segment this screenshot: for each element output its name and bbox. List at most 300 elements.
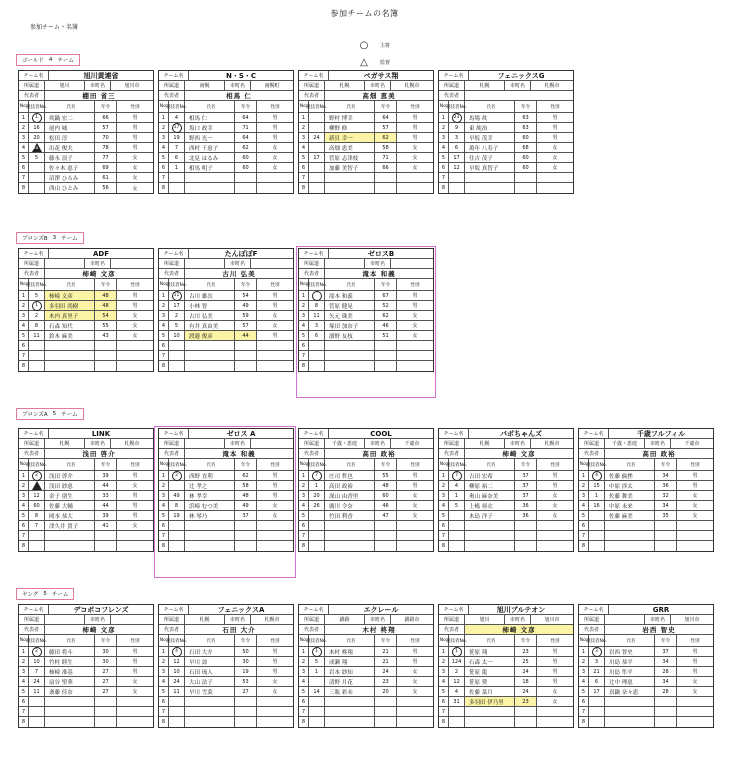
player-row bbox=[299, 667, 433, 677]
player-name: 矢元 珠美 bbox=[325, 311, 375, 320]
legend bbox=[358, 38, 390, 71]
player-no: 2 bbox=[19, 123, 29, 132]
player-age: 78 bbox=[95, 143, 117, 152]
player-number bbox=[169, 647, 185, 656]
section-count: 4 bbox=[48, 57, 53, 63]
team-label: チーム名 bbox=[579, 605, 609, 614]
player-no: 2 bbox=[19, 301, 29, 310]
player-row bbox=[159, 361, 293, 371]
player-row bbox=[19, 647, 153, 657]
player-no: 6 bbox=[439, 697, 449, 706]
player-no: 8 bbox=[19, 183, 29, 193]
player-sex: 女 bbox=[412, 513, 418, 519]
player-name bbox=[605, 697, 655, 706]
city-value: 札幌市 bbox=[544, 83, 560, 89]
player-name bbox=[605, 541, 655, 551]
team-name-row bbox=[579, 429, 713, 439]
player-number: 19 bbox=[169, 133, 185, 142]
player-age: 57 bbox=[375, 123, 397, 132]
player-name: 深山 由香里 bbox=[325, 491, 375, 500]
player-number: 10 bbox=[169, 331, 185, 340]
player-name: 多羽田 尚樹 bbox=[45, 301, 95, 310]
player-number: 5 bbox=[29, 291, 45, 300]
player-number: 6 bbox=[449, 143, 465, 152]
player-number: 24 bbox=[29, 677, 45, 686]
city-value: 南幌町 bbox=[264, 83, 280, 89]
col-sex: 性別 bbox=[550, 104, 560, 110]
player-no: 5 bbox=[579, 511, 589, 520]
player-no: 4 bbox=[159, 501, 169, 510]
player-name bbox=[185, 717, 235, 727]
player-age bbox=[95, 717, 117, 727]
player-number bbox=[29, 697, 45, 706]
player-sex bbox=[397, 541, 433, 551]
player-sex bbox=[257, 183, 293, 193]
player-number bbox=[29, 173, 45, 182]
player-age: 63 bbox=[515, 113, 537, 122]
col-sex: 性別 bbox=[270, 104, 280, 110]
team-name: 旭川黄連省 bbox=[83, 71, 119, 80]
player-name: 辻中 理恵 bbox=[605, 677, 655, 686]
col-age: 年令 bbox=[235, 459, 257, 470]
player-row bbox=[19, 163, 153, 173]
player-number bbox=[29, 183, 45, 193]
player-no: 5 bbox=[159, 153, 169, 162]
player-no: 8 bbox=[19, 361, 29, 371]
player-no: 5 bbox=[299, 511, 309, 520]
player-row bbox=[19, 301, 153, 311]
player-sex: 男 bbox=[552, 483, 558, 489]
team-card bbox=[438, 604, 574, 728]
player-name: 石田 琉人 bbox=[185, 667, 235, 676]
player-row bbox=[579, 521, 713, 531]
player-name bbox=[185, 341, 235, 350]
player-no: 3 bbox=[19, 667, 29, 676]
player-age: 27 bbox=[95, 677, 117, 686]
player-name: 西野 直利 bbox=[185, 471, 235, 480]
player-no: 6 bbox=[19, 697, 29, 706]
player-sex: 女 bbox=[132, 483, 138, 489]
player-age: 24 bbox=[515, 667, 537, 676]
player-number bbox=[449, 707, 465, 716]
rep-row bbox=[579, 449, 713, 459]
player-age bbox=[375, 173, 397, 182]
player-number bbox=[169, 361, 185, 371]
player-name: 大山 法子 bbox=[185, 677, 235, 686]
player-name bbox=[465, 717, 515, 727]
player-no: 5 bbox=[19, 511, 29, 520]
player-age: 30 bbox=[235, 657, 257, 666]
team-name-row bbox=[439, 71, 573, 81]
section-count: 5 bbox=[52, 411, 57, 417]
city-label: 市町名 bbox=[365, 615, 391, 624]
rep-row bbox=[439, 625, 573, 635]
player-row bbox=[19, 677, 153, 687]
legend-captain: ○ 主将 bbox=[358, 38, 390, 55]
city-label: 市町名 bbox=[365, 439, 391, 448]
player-number: 19 bbox=[169, 511, 185, 520]
player-name: 林 孝幸 bbox=[185, 491, 235, 500]
player-sex bbox=[537, 707, 573, 716]
player-sex: 女 bbox=[552, 503, 558, 509]
player-name: 木島 洋子 bbox=[465, 511, 515, 520]
col-num: 競技者No. bbox=[449, 459, 465, 470]
player-age: 49 bbox=[235, 301, 257, 310]
player-name bbox=[605, 707, 655, 716]
player-age bbox=[515, 531, 537, 540]
player-no: 8 bbox=[159, 717, 169, 727]
player-sex bbox=[117, 341, 153, 350]
player-age: 23 bbox=[515, 647, 537, 656]
player-row bbox=[299, 501, 433, 511]
player-sex: 女 bbox=[412, 313, 418, 319]
player-age: 23 bbox=[375, 677, 397, 686]
player-no: 7 bbox=[159, 351, 169, 360]
office-label: 所属道 bbox=[579, 615, 605, 624]
player-sex: 女 bbox=[412, 145, 418, 151]
player-no: 7 bbox=[439, 173, 449, 182]
section-name: ブロンズB bbox=[22, 236, 48, 242]
player-row bbox=[19, 687, 153, 697]
player-sex: 女 bbox=[552, 493, 558, 499]
player-sex: 男 bbox=[132, 125, 138, 131]
player-name: 岩本 紗知 bbox=[325, 667, 375, 676]
player-row bbox=[299, 511, 433, 521]
player-name: 古川 弘美 bbox=[185, 311, 235, 320]
player-number: 14 bbox=[309, 687, 325, 696]
player-row bbox=[19, 123, 153, 133]
player-number: 17 bbox=[589, 687, 605, 696]
player-no: 8 bbox=[159, 541, 169, 551]
col-no: No. bbox=[19, 101, 29, 112]
col-age: 年令 bbox=[375, 279, 397, 290]
city-label: 市町名 bbox=[225, 439, 251, 448]
player-no: 8 bbox=[299, 361, 309, 371]
player-name: 笹原 奨 bbox=[465, 677, 515, 686]
player-name: 滝本 和義 bbox=[325, 291, 375, 300]
player-sex: 男 bbox=[272, 333, 278, 339]
player-no: 1 bbox=[19, 471, 29, 480]
col-sex: 性別 bbox=[690, 638, 700, 644]
team-label: チーム名 bbox=[299, 249, 329, 258]
rep-value: 石田 大介 bbox=[222, 626, 256, 634]
city-value: 旭川市 bbox=[684, 617, 700, 623]
player-sex bbox=[537, 183, 573, 193]
rep-row bbox=[19, 625, 153, 635]
player-no: 7 bbox=[299, 351, 309, 360]
player-number: 5 bbox=[309, 657, 325, 666]
col-name: 氏名 bbox=[45, 635, 95, 646]
team-name-row bbox=[299, 71, 433, 81]
player-number bbox=[449, 717, 465, 727]
player-name bbox=[465, 541, 515, 551]
player-number bbox=[589, 531, 605, 540]
player-age: 53 bbox=[235, 677, 257, 686]
city-value: 釧路市 bbox=[404, 617, 420, 623]
player-age: 37 bbox=[515, 491, 537, 500]
player-no: 3 bbox=[19, 133, 29, 142]
col-age: 年令 bbox=[515, 101, 537, 112]
player-no: 6 bbox=[19, 521, 29, 530]
player-no: 1 bbox=[19, 113, 29, 122]
player-number bbox=[309, 511, 325, 520]
player-name: 岡本 恭大 bbox=[45, 511, 95, 520]
player-number: 12 bbox=[449, 677, 465, 686]
player-no: 8 bbox=[19, 717, 29, 727]
player-sex: 男 bbox=[132, 473, 138, 479]
player-no: 7 bbox=[19, 351, 29, 360]
player-no: 5 bbox=[159, 687, 169, 696]
player-no: 7 bbox=[159, 531, 169, 540]
city-value: 札幌市 bbox=[124, 441, 140, 447]
rep-value: 柿崎 文彦 bbox=[82, 270, 116, 278]
player-number: 11 bbox=[29, 331, 45, 340]
team-name-row bbox=[439, 429, 573, 439]
team-name-row bbox=[19, 249, 153, 259]
rep-label: 代表者 bbox=[439, 91, 465, 100]
player-row bbox=[299, 687, 433, 697]
player-no: 3 bbox=[159, 311, 169, 320]
player-number: 9 bbox=[449, 123, 465, 132]
col-name: 氏名 bbox=[325, 459, 375, 470]
rep-row bbox=[439, 449, 573, 459]
team-label: チーム名 bbox=[159, 605, 189, 614]
player-number: 12 bbox=[169, 657, 185, 666]
player-name: 佐藤 舞美 bbox=[605, 491, 655, 500]
player-age: 64 bbox=[235, 113, 257, 122]
player-no: 1 bbox=[439, 471, 449, 480]
player-row bbox=[19, 183, 153, 193]
player-age: 56 bbox=[95, 183, 117, 193]
player-sex: 女 bbox=[272, 689, 278, 695]
player-sex bbox=[117, 717, 153, 727]
col-sex: 性別 bbox=[130, 282, 140, 288]
player-row bbox=[159, 341, 293, 351]
col-num: 競技者No. bbox=[169, 459, 185, 470]
player-age: 44 bbox=[95, 481, 117, 490]
player-no: 1 bbox=[19, 647, 29, 656]
player-no: 5 bbox=[299, 687, 309, 696]
player-row bbox=[579, 511, 713, 521]
page-title: 参加チームの名簿 bbox=[330, 9, 399, 18]
player-name: 石田 大介 bbox=[185, 647, 235, 656]
player-row bbox=[439, 481, 573, 491]
team-label: チーム名 bbox=[19, 249, 49, 258]
player-age: 39 bbox=[95, 471, 117, 480]
player-row bbox=[19, 113, 153, 123]
column-header bbox=[439, 635, 573, 647]
captain-circle-icon: 23 bbox=[452, 113, 462, 123]
city-value: 千歳市 bbox=[684, 441, 700, 447]
column-header bbox=[299, 459, 433, 471]
player-age bbox=[95, 531, 117, 540]
player-age: 49 bbox=[235, 501, 257, 510]
player-sex: 女 bbox=[272, 513, 278, 519]
col-sex: 性別 bbox=[690, 462, 700, 468]
player-name: 早坂 茂幸 bbox=[465, 133, 515, 142]
player-no: 5 bbox=[19, 331, 29, 340]
city-label: 市町名 bbox=[85, 439, 111, 448]
player-number bbox=[169, 341, 185, 350]
player-no: 4 bbox=[19, 501, 29, 510]
player-row bbox=[579, 647, 713, 657]
player-number bbox=[309, 113, 325, 122]
player-age: 50 bbox=[235, 647, 257, 656]
team-name: フェニックスA bbox=[217, 605, 265, 614]
player-row bbox=[159, 697, 293, 707]
column-header bbox=[159, 279, 293, 291]
player-row bbox=[299, 153, 433, 163]
col-no: No. bbox=[579, 635, 589, 646]
player-sex: 男 bbox=[552, 669, 558, 675]
player-name bbox=[45, 541, 95, 551]
player-row bbox=[439, 153, 573, 163]
player-number bbox=[309, 471, 325, 480]
team-card bbox=[438, 428, 574, 552]
player-no: 3 bbox=[299, 491, 309, 500]
player-row bbox=[579, 541, 713, 551]
player-number: 1 bbox=[589, 491, 605, 500]
city-label: 市町名 bbox=[85, 259, 111, 268]
player-number: 26 bbox=[309, 501, 325, 510]
player-age bbox=[375, 541, 397, 551]
player-name: 東 純治 bbox=[465, 123, 515, 132]
player-number: 24 bbox=[309, 133, 325, 142]
col-name: 氏名 bbox=[45, 279, 95, 290]
team-name: COOL bbox=[370, 429, 392, 438]
city-label: 市町名 bbox=[505, 81, 531, 90]
player-number bbox=[29, 647, 45, 656]
player-sex: 男 bbox=[412, 303, 418, 309]
player-row bbox=[159, 291, 293, 301]
player-no: 2 bbox=[579, 481, 589, 490]
player-number bbox=[449, 183, 465, 193]
col-name: 氏名 bbox=[605, 459, 655, 470]
office-value: 札幌 bbox=[465, 81, 505, 90]
player-age bbox=[235, 707, 257, 716]
player-age bbox=[235, 183, 257, 193]
player-sex: 男 bbox=[132, 303, 138, 309]
player-sex bbox=[117, 351, 153, 360]
player-row bbox=[159, 163, 293, 173]
player-row bbox=[439, 123, 573, 133]
player-sex: 女 bbox=[692, 513, 698, 519]
player-age: 60 bbox=[375, 491, 397, 500]
player-sex: 男 bbox=[272, 473, 278, 479]
player-sex: 女 bbox=[412, 333, 418, 339]
player-name bbox=[185, 361, 235, 371]
player-row bbox=[439, 491, 573, 501]
player-number: 2 bbox=[169, 311, 185, 320]
player-number: 10 bbox=[169, 667, 185, 676]
player-row bbox=[439, 677, 573, 687]
rep-label: 代表者 bbox=[579, 625, 605, 634]
team-name: フェニックスG bbox=[497, 71, 545, 80]
team-card bbox=[158, 248, 294, 372]
player-name bbox=[185, 707, 235, 716]
player-no: 6 bbox=[299, 163, 309, 172]
player-no: 1 bbox=[299, 113, 309, 122]
player-sex: 女 bbox=[552, 145, 558, 151]
player-age: 37 bbox=[515, 471, 537, 480]
player-sex: 男 bbox=[552, 115, 558, 121]
player-sex: 女 bbox=[412, 165, 418, 171]
office-row bbox=[159, 259, 293, 269]
player-number bbox=[29, 717, 45, 727]
player-number: 16 bbox=[29, 123, 45, 132]
team-label: チーム名 bbox=[19, 429, 49, 438]
player-sex: 女 bbox=[412, 493, 418, 499]
office-row bbox=[299, 81, 433, 91]
player-sex: 男 bbox=[692, 649, 698, 655]
player-name: 三瓶 彩未 bbox=[325, 687, 375, 696]
player-row bbox=[19, 351, 153, 361]
rep-label: 代表者 bbox=[299, 449, 325, 458]
player-number: 7 bbox=[29, 521, 45, 530]
col-name: 氏名 bbox=[465, 459, 515, 470]
column-header bbox=[19, 635, 153, 647]
column-header bbox=[19, 101, 153, 113]
office-value bbox=[185, 259, 225, 268]
player-age: 19 bbox=[235, 667, 257, 676]
player-no: 6 bbox=[439, 163, 449, 172]
player-no: 7 bbox=[299, 531, 309, 540]
player-row bbox=[299, 647, 433, 657]
player-sex bbox=[537, 541, 573, 551]
player-age bbox=[95, 541, 117, 551]
player-row bbox=[159, 677, 293, 687]
player-number bbox=[449, 511, 465, 520]
player-no: 3 bbox=[299, 311, 309, 320]
captain-circle-icon: 7 bbox=[312, 471, 322, 481]
player-age: 63 bbox=[515, 123, 537, 132]
player-no: 7 bbox=[439, 707, 449, 716]
player-age bbox=[655, 707, 677, 716]
player-no: 6 bbox=[439, 521, 449, 530]
col-name: 氏名 bbox=[325, 279, 375, 290]
player-no: 5 bbox=[439, 687, 449, 696]
player-row bbox=[19, 291, 153, 301]
player-age bbox=[515, 521, 537, 530]
player-row bbox=[159, 123, 293, 133]
player-age: 44 bbox=[95, 501, 117, 510]
col-num: 競技者No. bbox=[589, 635, 605, 646]
player-name: 中原 未来 bbox=[605, 501, 655, 510]
player-row bbox=[299, 471, 433, 481]
player-age: 58 bbox=[235, 481, 257, 490]
rep-label: 代表者 bbox=[159, 449, 185, 458]
player-no: 5 bbox=[19, 153, 29, 162]
player-sex: 男 bbox=[412, 483, 418, 489]
player-no: 3 bbox=[299, 667, 309, 676]
office-label: 所属道 bbox=[159, 259, 185, 268]
player-no: 4 bbox=[299, 501, 309, 510]
rep-row bbox=[19, 449, 153, 459]
rep-row bbox=[579, 625, 713, 635]
office-value: 札幌 bbox=[45, 439, 85, 448]
player-no: 6 bbox=[159, 521, 169, 530]
player-sex: 女 bbox=[132, 333, 138, 339]
captain-circle-icon: 1 bbox=[32, 113, 42, 123]
player-row bbox=[159, 143, 293, 153]
player-number: 11 bbox=[29, 687, 45, 696]
player-age: 34 bbox=[655, 657, 677, 666]
col-age: 年令 bbox=[95, 459, 117, 470]
player-name: 高畑 恵美 bbox=[325, 143, 375, 152]
rep-value: 棚田 省三 bbox=[82, 92, 116, 100]
pink-highlight-frame bbox=[154, 426, 296, 578]
player-age: 32 bbox=[655, 491, 677, 500]
